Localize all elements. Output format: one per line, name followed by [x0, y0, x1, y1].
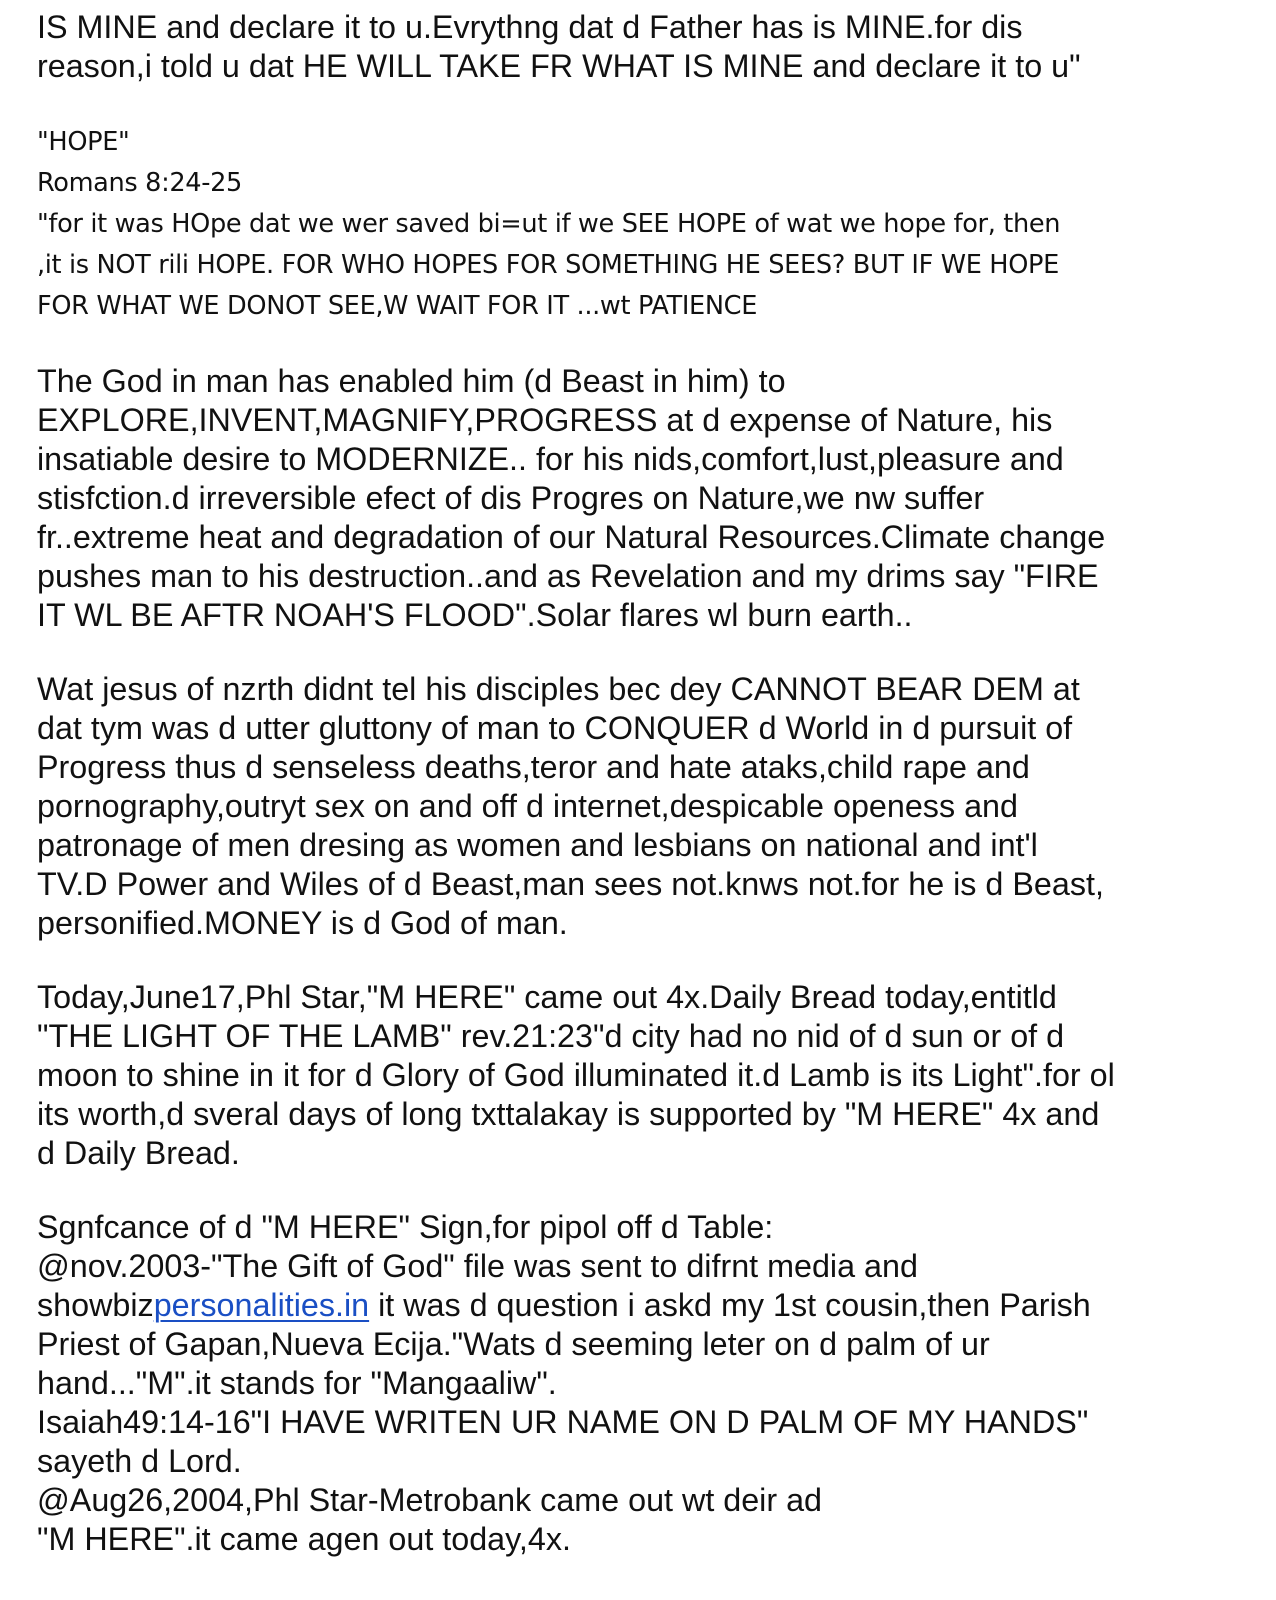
paragraph-p2	[37, 122, 1262, 327]
paragraph-p5	[37, 978, 1262, 1173]
text-line: hand..."M".it stands for "Mangaaliw".	[37, 1365, 557, 1401]
text-line: Today,June17,Phl Star,"M HERE" came out 4x.Daily Bread today,entitld	[37, 979, 1057, 1015]
text-line: d Daily Bread.	[37, 1135, 240, 1171]
text-line: reason,i told u dat HE WILL TAKE FR WHAT IS MINE and declare it to u"	[37, 48, 1081, 84]
personalities-link[interactable]: personalities.in	[153, 1287, 370, 1323]
text-line: TV.D Power and Wiles of d Beast,man sees not.knws not.for he is d Beast,	[37, 866, 1104, 902]
link-line-suffix: it was d question i askd my 1st cousin,then Parish	[369, 1287, 1091, 1323]
paragraph-p6	[37, 1208, 1262, 1559]
text-line: IS MINE and declare it to u.Evrythng dat d Father has is MINE.for dis	[37, 9, 1023, 45]
text-line: sayeth d Lord.	[37, 1443, 242, 1479]
link-line-prefix: showbiz	[37, 1287, 154, 1323]
text-line: @nov.2003-"The Gift of God" file was sent to difrnt media and	[37, 1248, 918, 1284]
text-line: dat tym was d utter gluttony of man to CONQUER d World in d pursuit of	[37, 710, 1073, 746]
text-line: FOR WHAT WE DONOT SEE,W WAIT FOR IT ...wt PATIENCE	[37, 291, 758, 321]
text-line: IT WL BE AFTR NOAH'S FLOOD".Solar flares wl burn earth..	[37, 597, 913, 633]
text-line: @Aug26,2004,Phl Star-Metrobank came out wt deir ad	[37, 1482, 823, 1518]
text-line: The God in man has enabled him (d Beast in him) to	[37, 363, 786, 399]
paragraph-gap	[37, 327, 1262, 362]
text-line: fr..extreme heat and degradation of our Natural Resources.Climate change	[37, 519, 1106, 555]
text-line: "M HERE".it came agen out today,4x.	[37, 1521, 571, 1557]
text-line: Romans 8:24-25	[37, 168, 242, 198]
text-line: Sgnfcance of d "M HERE" Sign,for pipol off d Table:	[37, 1209, 774, 1245]
paragraph-p3	[37, 362, 1262, 635]
text-line: its worth,d sveral days of long txttalakay is supported by "M HERE" 4x and	[37, 1096, 1100, 1132]
text-line: EXPLORE,INVENT,MAGNIFY,PROGRESS at d expense of Nature, his	[37, 402, 1053, 438]
text-line: stisfction.d irreversible efect of dis Progres on Nature,we nw suffer	[37, 480, 985, 516]
text-line: ,it is NOT rili HOPE. FOR WHO HOPES FOR SOMETHING HE SEES? BUT IF WE HOPE	[37, 250, 1059, 280]
text-line: "for it was HOpe dat we wer saved bi=ut if we SEE HOPE of wat we hope for, then	[37, 209, 1061, 239]
text-line: personified.MONEY is d God of man.	[37, 905, 568, 941]
text-line: Priest of Gapan,Nueva Ecija."Wats d seeming leter on d palm of ur	[37, 1326, 990, 1362]
text-line: Isaiah49:14-16"I HAVE WRITEN UR NAME ON D PALM OF MY HANDS"	[37, 1404, 1089, 1440]
text-line: pornography,outryt sex on and off d internet,despicable openess and	[37, 788, 1018, 824]
paragraph-gap	[37, 943, 1262, 978]
text-line: Progress thus d senseless deaths,teror and hate ataks,child rape and	[37, 749, 1030, 785]
text-line: insatiable desire to MODERNIZE.. for his nids,comfort,lust,pleasure and	[37, 441, 1064, 477]
text-line: Wat jesus of nzrth didnt tel his disciples bec dey CANNOT BEAR DEM at	[37, 671, 1080, 707]
text-line: "HOPE"	[37, 127, 130, 157]
document-body	[37, 8, 1262, 1559]
text-line: pushes man to his destruction..and as Revelation and my drims say "FIRE	[37, 558, 1099, 594]
text-line: "THE LIGHT OF THE LAMB" rev.21:23"d city had no nid of d sun or of d	[37, 1018, 1065, 1054]
paragraph-p1	[37, 8, 1262, 86]
paragraph-p4	[37, 670, 1262, 943]
text-line: patronage of men dresing as women and lesbians on national and int'l	[37, 827, 1038, 863]
paragraph-gap	[37, 635, 1262, 670]
text-line-with-link	[37, 1286, 1262, 1325]
paragraph-gap	[37, 1173, 1262, 1208]
text-line: moon to shine in it for d Glory of God illuminated it.d Lamb is its Light".for ol	[37, 1057, 1115, 1093]
paragraph-gap	[37, 86, 1262, 122]
